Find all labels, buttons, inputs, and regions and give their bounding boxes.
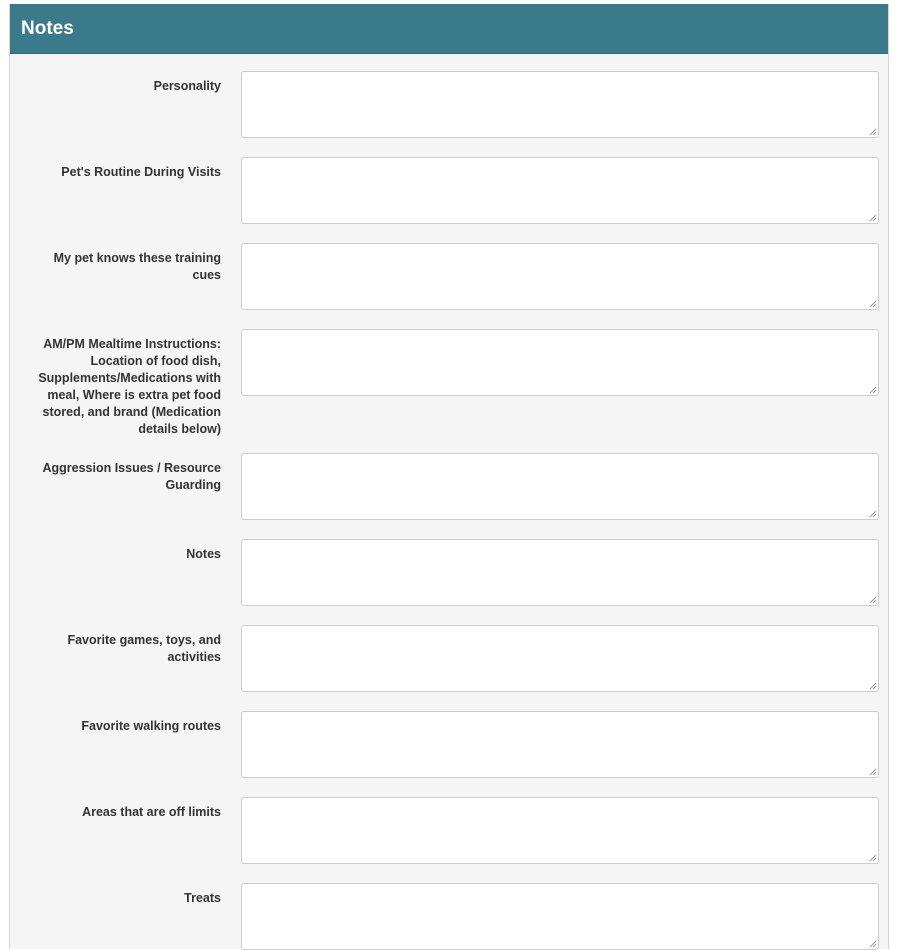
mealtime-textarea[interactable] <box>241 329 879 396</box>
resize-grip-icon[interactable] <box>868 213 877 222</box>
panel-title: Notes <box>10 4 888 54</box>
field-label: Notes <box>186 547 221 561</box>
resize-grip-icon[interactable] <box>868 299 877 308</box>
favorite-games-textarea[interactable] <box>241 625 879 692</box>
field-label: Favorite walking routes <box>81 719 221 733</box>
resize-grip-icon[interactable] <box>868 127 877 136</box>
off-limits-textarea[interactable] <box>241 797 879 864</box>
resize-grip-icon[interactable] <box>868 385 877 394</box>
field-label: Areas that are off limits <box>82 805 221 819</box>
field-label: Personality <box>153 79 221 93</box>
field-label: Favorite games, toys, and activities <box>67 633 221 664</box>
notes-textarea[interactable] <box>241 539 879 606</box>
resize-grip-icon[interactable] <box>868 595 877 604</box>
field-label: My pet knows these training cues <box>53 251 221 282</box>
resize-grip-icon[interactable] <box>868 681 877 690</box>
field-label: Treats <box>184 891 221 905</box>
field-label: Aggression Issues / Resource Guarding <box>42 461 221 492</box>
walking-routes-textarea[interactable] <box>241 711 879 778</box>
routine-textarea[interactable] <box>241 157 879 224</box>
resize-grip-icon[interactable] <box>868 767 877 776</box>
training-cues-textarea[interactable] <box>241 243 879 310</box>
aggression-textarea[interactable] <box>241 453 879 520</box>
resize-grip-icon[interactable] <box>868 939 877 948</box>
field-label: Pet's Routine During Visits <box>61 165 221 179</box>
resize-grip-icon[interactable] <box>868 853 877 862</box>
resize-grip-icon[interactable] <box>868 509 877 518</box>
personality-textarea[interactable] <box>241 71 879 138</box>
notes-panel <box>9 4 889 949</box>
treats-textarea[interactable] <box>241 883 879 950</box>
field-label: AM/PM Mealtime Instructions: Location of food dish, Supplements/Medications with meal, Where is extra pet food stored, and brand (Medication details below) <box>38 337 221 436</box>
